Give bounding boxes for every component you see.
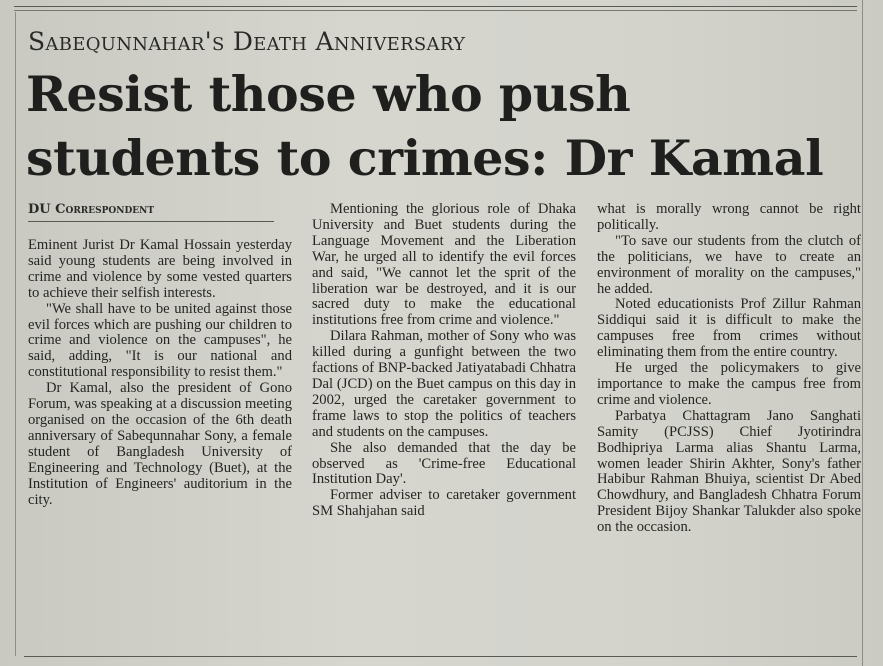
paragraph: Former adviser to caretaker government SM Shahjahan said: [312, 487, 576, 520]
article-headline: Resist those who push students to crimes: Dr Kamal: [26, 65, 824, 187]
top-rule-secondary: [14, 10, 857, 11]
paragraph: Parbatya Chattagram Jano Sanghati Samity (PCJSS) Chief Jyotirindra Bodhipriya Larma alias Shantu Larma, women leader Shirin Akhter, Sony's father Habibur Rahman Bhuiya, scientist Dr Abed Chowdhury, and Bangladesh Chhatra Forum President Bijoy Shankar Talukder also spoke on the occasion.: [597, 407, 861, 536]
paragraph: She also demanded that the day be observed as 'Crime-free Educational Institution Day'.: [312, 439, 576, 488]
bottom-rule: [24, 656, 857, 657]
article-column-3: [597, 202, 861, 536]
paragraph: Noted educationists Prof Zillur Rahman Siddiqui said it is difficult to make the campuses free from crimes without eliminating them from the entire country.: [597, 296, 861, 361]
paragraph: "To save our students from the clutch of the politicians, we have to create an environment of morality on the campuses," he added.: [597, 232, 861, 297]
left-column-rule: [15, 12, 16, 656]
paragraph: Dilara Rahman, mother of Sony who was killed during a gunfight between the two factions of BNP-backed Jatiyatabadi Chhatra Dal (JCD) on the Buet campus on this day in 2002, urged the caretaker government to frame laws to stop the politics of teachers and students on the campuses.: [312, 328, 576, 440]
paragraph: Dr Kamal, also the president of Gono Forum, was speaking at a discussion meeting organised on the occasion of the 6th death anniversary of Sabequnnahar Sony, a female student of Bangladesh University of Engineering and Technology (Buet), at the Institution of Engineers' auditorium in the city.: [28, 380, 292, 508]
paragraph: what is morally wrong cannot be right politically.: [597, 201, 861, 233]
article-byline: DU Correspondent: [28, 202, 274, 222]
paragraph: "We shall have to be united against those evil forces which are pushing our children to crime and violence on the campuses", he said, adding, "It is our national and constitutional responsibility to resist them.": [28, 300, 292, 381]
paragraph: Eminent Jurist Dr Kamal Hossain yesterday said young students are being involved in crime and violence by some vested quarters to achieve their selfish interests.: [28, 237, 292, 301]
article-column-2: [312, 202, 576, 520]
paragraph: Mentioning the glorious role of Dhaka University and Buet students during the Language Movement and the Liberation War, he urged all to identify the evil forces and said, "We cannot let the sprit of the liberation war be destroyed, and it is our sacred duty to make the educational institutions free from crime and violence.": [312, 201, 576, 329]
paragraph: He urged the policymakers to give importance to make the campus free from crime and violence.: [597, 360, 861, 408]
article-kicker: Sabequnnahar's Death Anniversary: [28, 27, 466, 56]
article-column-1: [28, 238, 292, 508]
top-rule: [14, 6, 857, 7]
